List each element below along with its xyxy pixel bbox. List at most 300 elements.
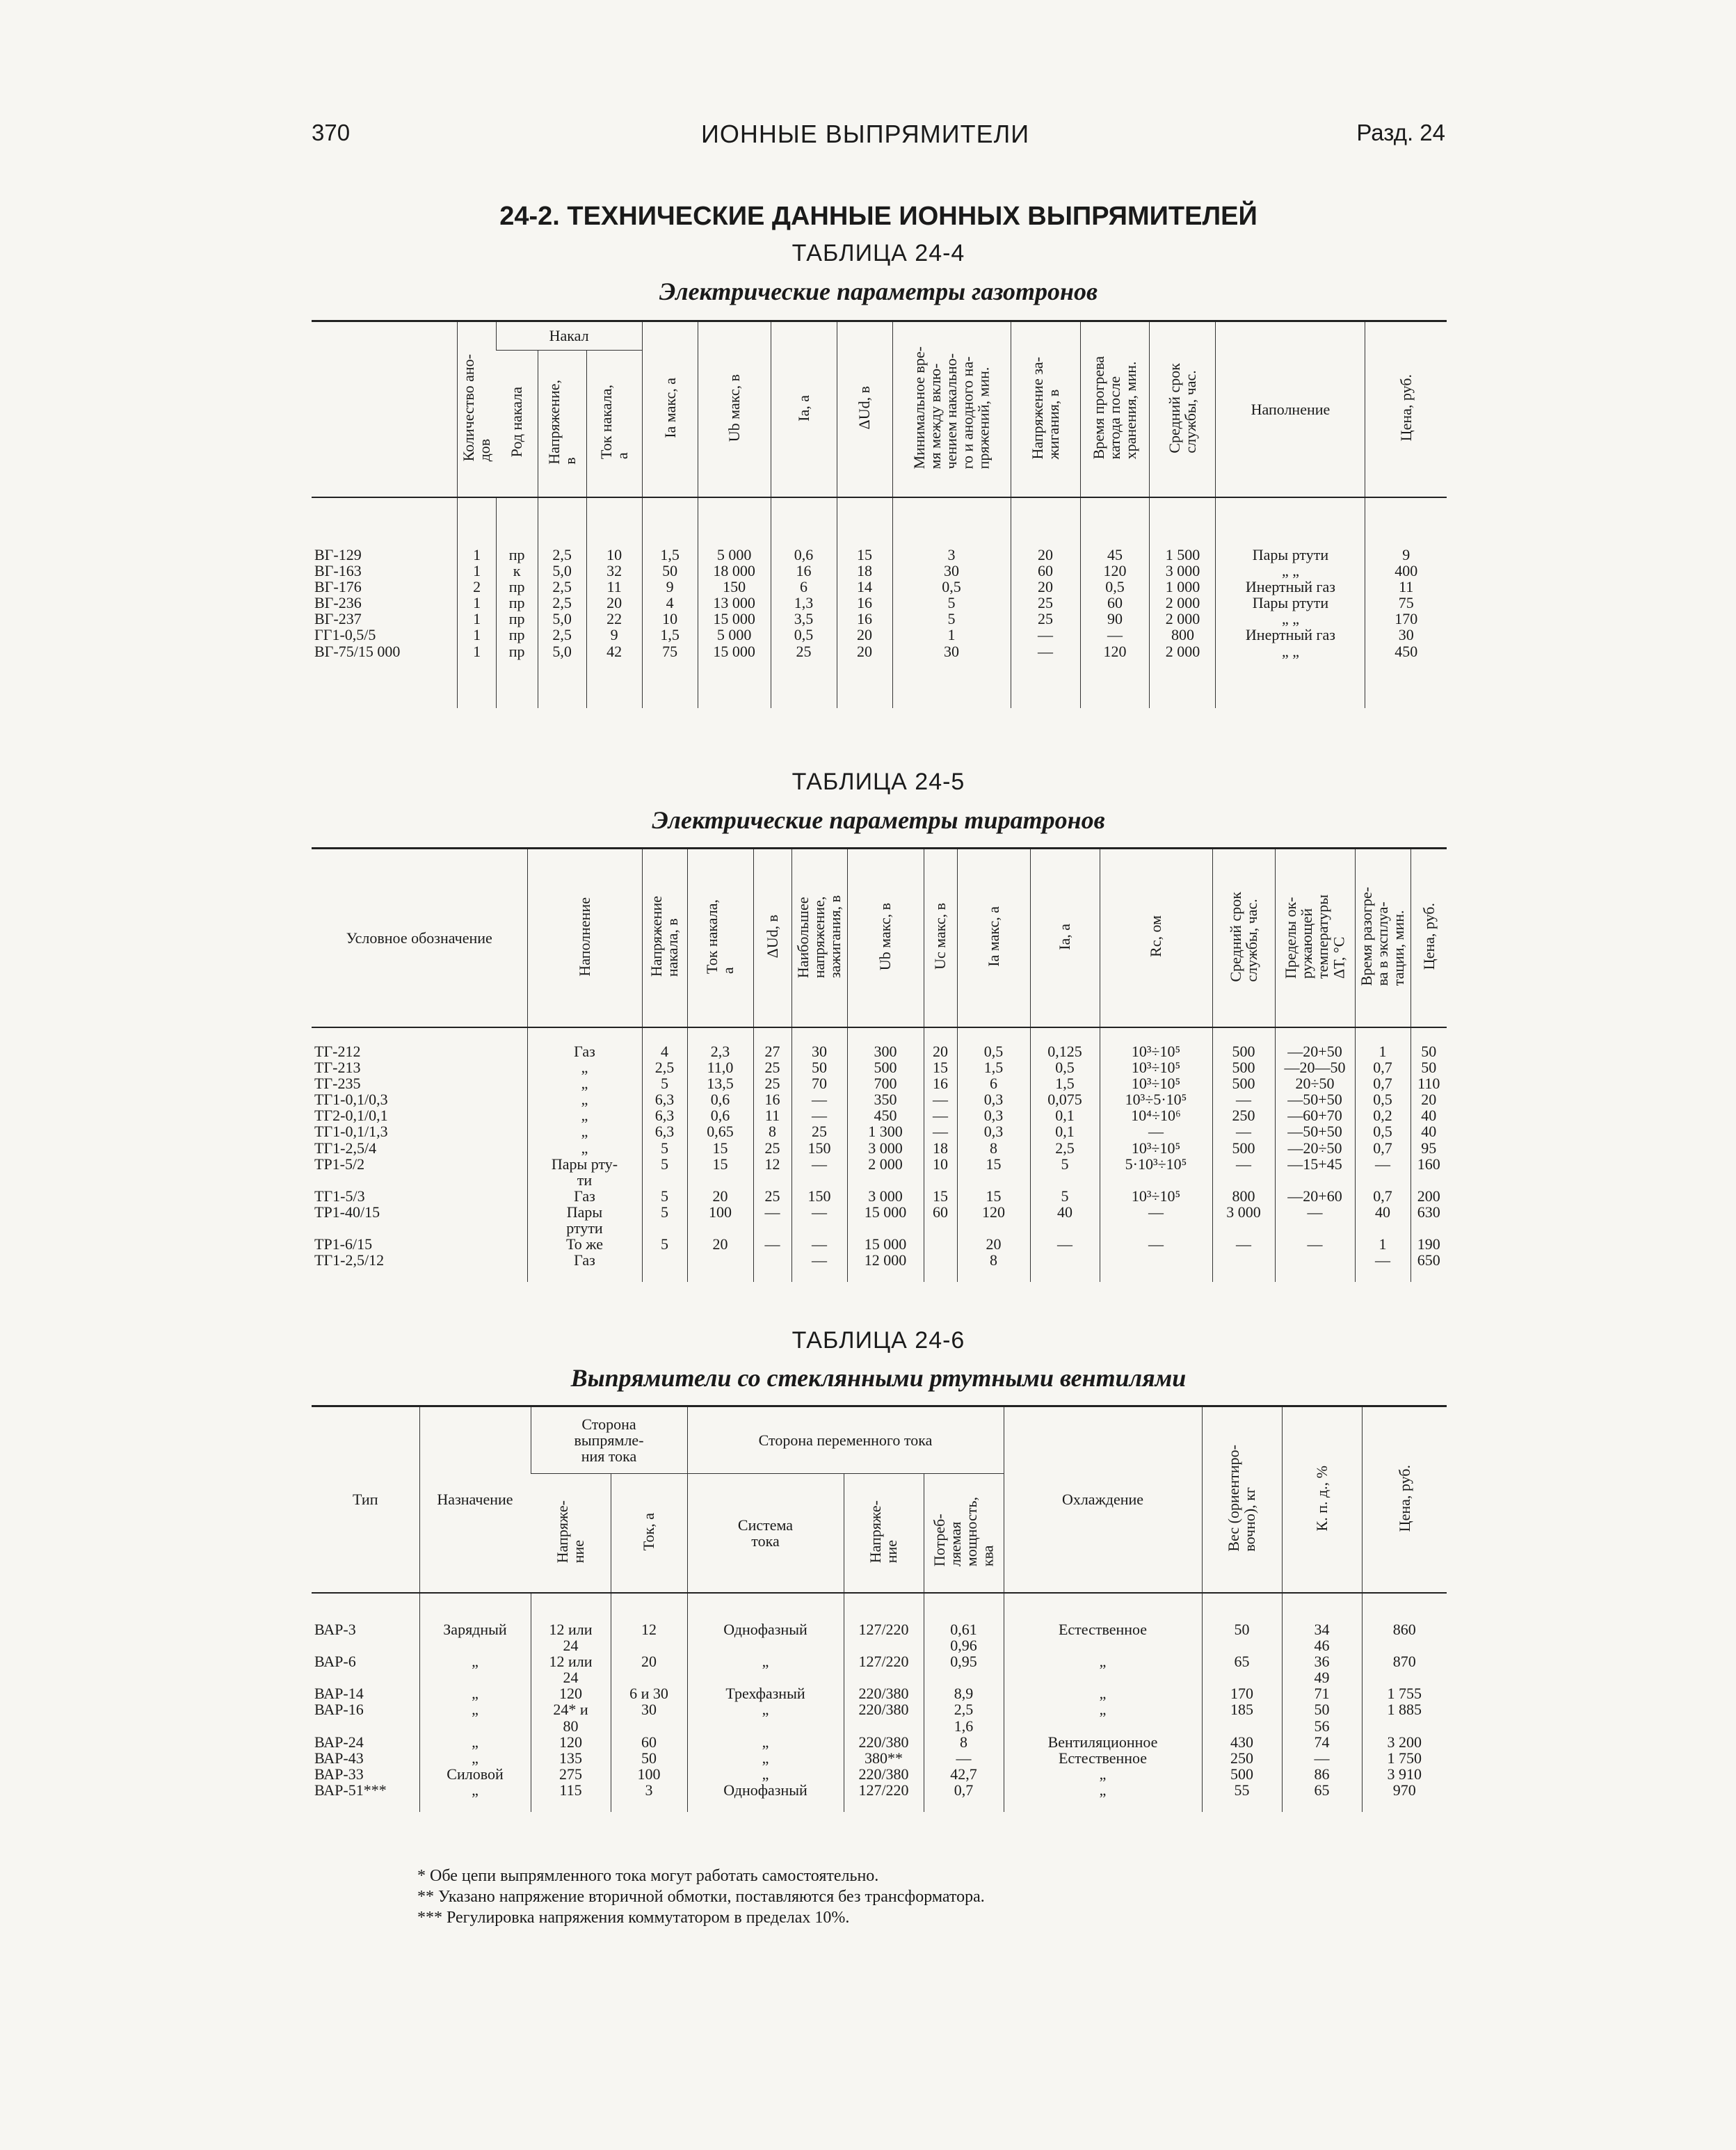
cell-power: 0,7	[924, 1782, 1004, 1798]
cell-name: ВГ-129	[314, 546, 362, 563]
cell-fill: Пары ртути	[1216, 547, 1365, 563]
cell-heat: 0,2	[1355, 1107, 1410, 1123]
t6-h-dcside: Сторона выпрямле- ния тока	[531, 1406, 687, 1474]
cell-vn: 2,5	[642, 1059, 687, 1075]
t5-h-temp: Пределы ок- ружающей температуры ΔT, °С	[1275, 849, 1355, 1028]
cell-vn: 5	[642, 1075, 687, 1091]
cell-cur: 20	[687, 1236, 753, 1252]
cell-life: 800	[1150, 627, 1216, 643]
cell-dcv: 135	[531, 1750, 611, 1766]
cell-power: 8	[924, 1734, 1004, 1750]
cell-life: —	[1212, 1236, 1275, 1252]
cell-fill: „	[527, 1123, 642, 1139]
footnote-3: *** Регулировка напряжения коммутатором в пределах 10%.	[417, 1909, 850, 1927]
cell-dud: 16	[837, 595, 892, 611]
cell-fill: Пары ртути	[527, 1204, 642, 1236]
cell-ub: 1 300	[847, 1123, 924, 1139]
t6-h-dcv: Напряже- ние	[531, 1474, 611, 1594]
t5-h-ign: Наибольшее напряжение, зажигания, в	[791, 849, 847, 1028]
cell-price: 110	[1410, 1075, 1447, 1091]
table-row	[312, 1734, 1447, 1750]
cell-ub: 700	[847, 1075, 924, 1091]
cell-ign: 50	[791, 1059, 847, 1075]
cell-ub: 300	[847, 1043, 924, 1059]
cell-cool: Естественное	[1004, 1750, 1202, 1766]
cell-ia: 1,5	[642, 547, 698, 563]
cell-dci: 50	[611, 1750, 687, 1766]
cell-ub: 15 000	[847, 1204, 924, 1236]
cell-heat: 0,5	[1355, 1123, 1410, 1139]
t5-h-life: Средний срок службы, час.	[1212, 849, 1275, 1028]
cell-mintime: 0,5	[892, 579, 1011, 595]
cell-mintime: 5	[892, 611, 1011, 627]
cell-vn: 5	[642, 1140, 687, 1156]
cell-acv: 127/220	[844, 1782, 924, 1798]
cell-cur: 15	[687, 1140, 753, 1156]
cell-rc: 10³÷10⁵	[1100, 1059, 1212, 1075]
cell-vn: 6,3	[642, 1091, 687, 1107]
cell-ia: 0,1	[1030, 1107, 1100, 1123]
cell-rod: пр	[496, 611, 538, 627]
cell-rc: 5·10³÷10⁵	[1100, 1156, 1212, 1188]
cell-volt: 5,0	[538, 643, 586, 659]
cell-price: 200	[1410, 1188, 1447, 1204]
cell-volt: 2,5	[538, 595, 586, 611]
section-ref: Разд. 24	[1356, 120, 1445, 145]
cell-price: 3 200	[1362, 1734, 1447, 1750]
cell-life: 500	[1212, 1059, 1275, 1075]
cell-dud: 25	[753, 1059, 791, 1075]
cell-life: 3 000	[1212, 1204, 1275, 1236]
cell-dud: 16	[837, 611, 892, 627]
cell-name: ТГ1-0,1/1,3	[314, 1123, 388, 1141]
cell-type: ВАР-6	[314, 1653, 356, 1671]
cell-ia2: 3,5	[771, 611, 837, 627]
cell-ign: 150	[791, 1188, 847, 1204]
t6-h-acv: Напряже- ние	[844, 1474, 924, 1594]
cell-rod: к	[496, 563, 538, 579]
cell-acv: 220/380	[844, 1685, 924, 1701]
cell-uc: 20	[924, 1043, 957, 1059]
cell-temp: —20—50	[1275, 1059, 1355, 1075]
running-title: ИОННЫЕ ВЫПРЯМИТЕЛИ	[701, 120, 1030, 148]
cell-price: 160	[1410, 1156, 1447, 1188]
t5-h-price: Цена, руб.	[1410, 849, 1447, 1028]
table-row	[312, 1252, 1447, 1268]
cell-ign: —	[791, 1236, 847, 1252]
t5-h-ia: Iа, а	[1030, 849, 1100, 1028]
cell-rod: пр	[496, 627, 538, 643]
t5-h-cur: Ток накала, а	[687, 849, 753, 1028]
cell-dcv: 24* и 80	[531, 1701, 611, 1733]
cell-dci: 100	[611, 1766, 687, 1782]
cell-rc: —	[1100, 1123, 1212, 1139]
cell-cur: 20	[687, 1188, 753, 1204]
cell-dud: —	[753, 1204, 791, 1236]
cell-heat: —	[1355, 1156, 1410, 1188]
cell-iam: 6	[957, 1075, 1030, 1091]
table-row	[312, 1091, 1447, 1107]
cell-eff: 36 49	[1282, 1653, 1362, 1685]
cell-uc	[924, 1236, 957, 1252]
cell-fill: „ „	[1216, 563, 1365, 579]
cell-dci: 20	[611, 1653, 687, 1685]
cell-anodes: 1	[458, 547, 496, 563]
table-row	[312, 611, 1447, 627]
cell-cur: 32	[586, 563, 642, 579]
cell-ub: 5 000	[698, 547, 771, 563]
t6-h-type: Тип	[312, 1406, 419, 1594]
cell-rc: 10³÷10⁵	[1100, 1188, 1212, 1204]
cell-iam: 20	[957, 1236, 1030, 1252]
table-24-6-label: ТАБЛИЦА 24-6	[791, 1327, 965, 1354]
cell-anodes: 2	[458, 579, 496, 595]
cell-dcv: 120	[531, 1734, 611, 1750]
t5-h-uc: Uc макс, в	[924, 849, 957, 1028]
cell-ignite: —	[1011, 643, 1080, 659]
cell-ign: 150	[791, 1140, 847, 1156]
cell-fill: „ „	[1216, 643, 1365, 659]
cell-price: 400	[1365, 563, 1447, 579]
table-24-6-subtitle: Выпрямители со стеклянными ртутными вентилями	[570, 1364, 1187, 1392]
t4-h-fill: Наполнение	[1216, 321, 1365, 498]
cell-fill: „	[527, 1091, 642, 1107]
cell-cool: „	[1004, 1701, 1202, 1733]
cell-temp: —20+60	[1275, 1188, 1355, 1204]
cell-ia: 1,5	[1030, 1075, 1100, 1091]
cell-cur	[687, 1252, 753, 1268]
t4-h-ub: Ub макс, в	[698, 321, 771, 498]
cell-acv: 127/220	[844, 1621, 924, 1653]
table-row	[312, 579, 1447, 595]
cell-temp: —20+50	[1275, 1043, 1355, 1059]
t4-h-mintime: Минимальное вре- мя между вклю- чением накально- го и анодного на- пряжений, мин.	[892, 321, 1011, 498]
cell-cur: 9	[586, 627, 642, 643]
cell-name: ТР1-5/2	[314, 1155, 365, 1173]
cell-cur: 2,3	[687, 1043, 753, 1059]
cell-ia: 9	[642, 579, 698, 595]
t6-h-weight: Вес (ориентиро- вочно), кг	[1202, 1406, 1282, 1594]
cell-vn: 5	[642, 1236, 687, 1252]
cell-vn: 5	[642, 1204, 687, 1236]
cell-dud: 18	[837, 563, 892, 579]
cell-price: 190	[1410, 1236, 1447, 1252]
cell-ub: 15 000	[847, 1236, 924, 1252]
cell-temp: —60+70	[1275, 1107, 1355, 1123]
cell-eff: 74	[1282, 1734, 1362, 1750]
cell-eff: 34 46	[1282, 1621, 1362, 1653]
cell-eff: —	[1282, 1750, 1362, 1766]
cell-cool: „	[1004, 1685, 1202, 1701]
cell-type: ВАР-33	[314, 1765, 364, 1783]
cell-life: 1 000	[1150, 579, 1216, 595]
cell-mintime: 5	[892, 595, 1011, 611]
cell-rc: 10³÷5·10⁵	[1100, 1091, 1212, 1107]
cell-ia: —	[1030, 1236, 1100, 1252]
cell-cur: 11	[586, 579, 642, 595]
cell-weight: 185	[1202, 1701, 1282, 1733]
cell-weight: 55	[1202, 1782, 1282, 1798]
t5-h-vn: Напряжение накала, в	[642, 849, 687, 1028]
cell-name: ВГ-176	[314, 578, 362, 596]
t4-h-rod: Род накала	[496, 351, 538, 498]
cell-dci: 60	[611, 1734, 687, 1750]
cell-life: 2 000	[1150, 643, 1216, 659]
cell-heat: 120	[1080, 563, 1150, 579]
cell-heat: 90	[1080, 611, 1150, 627]
cell-fill: Пары рту- ти	[527, 1156, 642, 1188]
cell-life: 500	[1212, 1043, 1275, 1059]
cell-ub: 18 000	[698, 563, 771, 579]
cell-cur: 20	[586, 595, 642, 611]
cell-heat: 0,7	[1355, 1059, 1410, 1075]
cell-ub: 12 000	[847, 1252, 924, 1268]
cell-name: ТГ1-2,5/4	[314, 1139, 377, 1157]
t4-h-anodes: Количество ано- дов	[458, 321, 496, 498]
cell-rod: пр	[496, 595, 538, 611]
cell-ub: 2 000	[847, 1156, 924, 1188]
cell-name: ГГ1-0,5/5	[314, 626, 376, 644]
cell-purpose: „	[419, 1750, 531, 1766]
cell-name: ВГ-75/15 000	[314, 642, 401, 660]
table-row	[312, 563, 1447, 579]
cell-cool: Естественное	[1004, 1621, 1202, 1653]
t4-h-ia: Iа макс, а	[642, 321, 698, 498]
t6-h-acside: Сторона переменного тока	[687, 1406, 1004, 1474]
cell-name: ТГ-235	[314, 1075, 361, 1093]
cell-ia: 0,125	[1030, 1043, 1100, 1059]
cell-fill: Пары ртути	[1216, 595, 1365, 611]
cell-heat: 1	[1355, 1043, 1410, 1059]
cell-fill: Газ	[527, 1043, 642, 1059]
cell-uc: —	[924, 1091, 957, 1107]
cell-heat: —	[1080, 627, 1150, 643]
cell-ia2: 25	[771, 643, 837, 659]
cell-life: 1 500	[1150, 547, 1216, 563]
cell-name: ТГ2-0,1/0,1	[314, 1107, 388, 1125]
cell-dci: 3	[611, 1782, 687, 1798]
cell-dud: 27	[753, 1043, 791, 1059]
t5-h-name: Условное обозначение	[312, 849, 527, 1028]
cell-ia: 5	[1030, 1188, 1100, 1204]
cell-fill: „ „	[1216, 611, 1365, 627]
cell-name: ТР1-6/15	[314, 1235, 373, 1253]
cell-iam: 15	[957, 1156, 1030, 1188]
cell-rod: пр	[496, 579, 538, 595]
cell-power: 0,95	[924, 1653, 1004, 1685]
cell-dci: 30	[611, 1701, 687, 1733]
cell-iam: 0,3	[957, 1107, 1030, 1123]
cell-mintime: 30	[892, 563, 1011, 579]
cell-ign: —	[791, 1107, 847, 1123]
cell-mintime: 3	[892, 547, 1011, 563]
cell-iam: 120	[957, 1204, 1030, 1236]
cell-weight: 65	[1202, 1653, 1282, 1685]
cell-iam: 1,5	[957, 1059, 1030, 1075]
t4-h-name	[312, 321, 458, 498]
cell-power: 8,9	[924, 1685, 1004, 1701]
table-row	[312, 1653, 1447, 1685]
t6-h-system: Система тока	[687, 1474, 844, 1594]
cell-dud: 25	[753, 1188, 791, 1204]
cell-weight: 50	[1202, 1621, 1282, 1653]
cell-dud: 12	[753, 1156, 791, 1188]
cell-purpose: „	[419, 1734, 531, 1750]
table-row	[312, 1750, 1447, 1766]
cell-ia2: 1,3	[771, 595, 837, 611]
cell-ia: 0,5	[1030, 1059, 1100, 1075]
cell-heat: 0,7	[1355, 1140, 1410, 1156]
table-24-4-label: ТАБЛИЦА 24-4	[791, 240, 965, 266]
cell-purpose: „	[419, 1685, 531, 1701]
cell-dud	[753, 1252, 791, 1268]
cell-temp: —	[1275, 1236, 1355, 1252]
cell-purpose: „	[419, 1653, 531, 1685]
t4-h-heat: Время прогрева катода после хранения, мин.	[1080, 321, 1150, 498]
cell-ia: 1,5	[642, 627, 698, 643]
cell-temp: 20÷50	[1275, 1075, 1355, 1091]
t6-h-price: Цена, руб.	[1362, 1406, 1447, 1594]
cell-price: 450	[1365, 643, 1447, 659]
table-row	[312, 1685, 1447, 1701]
cell-ignite: 25	[1011, 595, 1080, 611]
cell-cur: 0,6	[687, 1107, 753, 1123]
cell-ignite: 60	[1011, 563, 1080, 579]
cell-uc: —	[924, 1123, 957, 1139]
table-row	[312, 1766, 1447, 1782]
cell-rc: 10³÷10⁵	[1100, 1075, 1212, 1091]
table-row	[312, 1188, 1447, 1204]
cell-dud: 25	[753, 1075, 791, 1091]
cell-ub: 15 000	[698, 643, 771, 659]
cell-ign: —	[791, 1156, 847, 1188]
cell-ia: 0,075	[1030, 1091, 1100, 1107]
cell-cur: 0,6	[687, 1091, 753, 1107]
cell-vn: 5	[642, 1156, 687, 1188]
cell-rod: пр	[496, 643, 538, 659]
cell-rc: 10⁴÷10⁶	[1100, 1107, 1212, 1123]
t4-h-life: Средний срок службы, час.	[1150, 321, 1216, 498]
cell-price: 970	[1362, 1782, 1447, 1798]
cell-power: —	[924, 1750, 1004, 1766]
cell-heat: 0,5	[1080, 579, 1150, 595]
cell-life: 500	[1212, 1075, 1275, 1091]
cell-uc: 16	[924, 1075, 957, 1091]
cell-cur: 15	[687, 1156, 753, 1188]
cell-ia2: 0,5	[771, 627, 837, 643]
table-24-5-label: ТАБЛИЦА 24-5	[791, 769, 965, 795]
cell-anodes: 1	[458, 563, 496, 579]
cell-price: 11	[1365, 579, 1447, 595]
cell-price: 50	[1410, 1059, 1447, 1075]
cell-rc	[1100, 1252, 1212, 1268]
cell-acv: 220/380	[844, 1766, 924, 1782]
cell-cur: 100	[687, 1204, 753, 1236]
cell-price: 75	[1365, 595, 1447, 611]
table-row	[312, 1059, 1447, 1075]
cell-price: 3 910	[1362, 1766, 1447, 1782]
table-24-4-subtitle: Электрические параметры газотронов	[659, 278, 1098, 305]
cell-life: 2 000	[1150, 611, 1216, 627]
cell-heat: 45	[1080, 547, 1150, 563]
table-row	[312, 1204, 1447, 1236]
cell-cur: 10	[586, 547, 642, 563]
cell-iam: 15	[957, 1188, 1030, 1204]
cell-vn: 5	[642, 1188, 687, 1204]
cell-system: Трехфазный	[687, 1685, 844, 1701]
cell-dcv: 115	[531, 1782, 611, 1798]
cell-mintime: 30	[892, 643, 1011, 659]
cell-vn	[642, 1252, 687, 1268]
table-row	[312, 1075, 1447, 1091]
cell-type: ВАР-16	[314, 1701, 364, 1719]
table-row	[312, 627, 1447, 643]
cell-life: 500	[1212, 1140, 1275, 1156]
cell-iam: 8	[957, 1252, 1030, 1268]
cell-ub: 3 000	[847, 1140, 924, 1156]
cell-volt: 5,0	[538, 563, 586, 579]
cell-name: ТГ1-2,5/12	[314, 1251, 385, 1269]
cell-ub: 450	[847, 1107, 924, 1123]
t6-h-cool: Охлаждение	[1004, 1406, 1202, 1594]
cell-dud: 25	[753, 1140, 791, 1156]
table-row	[312, 1782, 1447, 1798]
cell-life: 250	[1212, 1107, 1275, 1123]
cell-ia	[1030, 1252, 1100, 1268]
cell-mintime: 1	[892, 627, 1011, 643]
cell-name: ВГ-236	[314, 594, 362, 612]
footnote-2: ** Указано напряжение вторичной обмотки, поставляются без трансформатора.	[417, 1888, 985, 1906]
table-row	[312, 595, 1447, 611]
cell-name: ВГ-163	[314, 562, 362, 580]
t6-h-power: Потреб- ляемая мощность, ква	[924, 1474, 1004, 1594]
cell-price: 40	[1410, 1107, 1447, 1123]
cell-price: 20	[1410, 1091, 1447, 1107]
cell-vn: 6,3	[642, 1123, 687, 1139]
cell-temp: —15+45	[1275, 1156, 1355, 1188]
cell-price: 630	[1410, 1204, 1447, 1236]
cell-cool: „	[1004, 1782, 1202, 1798]
cell-ignite: 20	[1011, 579, 1080, 595]
cell-price: 650	[1410, 1252, 1447, 1268]
cell-uc	[924, 1252, 957, 1268]
page-header	[312, 120, 1445, 161]
cell-dcv: 12 или 24	[531, 1621, 611, 1653]
t5-h-ub: Ub макс, в	[847, 849, 924, 1028]
cell-price: 95	[1410, 1140, 1447, 1156]
cell-fill: „	[527, 1140, 642, 1156]
cell-cur: 42	[586, 643, 642, 659]
cell-weight: 170	[1202, 1685, 1282, 1701]
cell-dud: —	[753, 1236, 791, 1252]
table-rectifiers	[312, 1405, 1447, 1812]
cell-ign: 30	[791, 1043, 847, 1059]
cell-life: —	[1212, 1091, 1275, 1107]
cell-ia2: 16	[771, 563, 837, 579]
cell-ia: 40	[1030, 1204, 1100, 1236]
cell-ub: 150	[698, 579, 771, 595]
cell-weight: 500	[1202, 1766, 1282, 1782]
cell-ia: 50	[642, 563, 698, 579]
t5-h-iam: Iа макс, а	[957, 849, 1030, 1028]
cell-acv: 380**	[844, 1750, 924, 1766]
t4-h-dud: ΔUd, в	[837, 321, 892, 498]
cell-eff: 71	[1282, 1685, 1362, 1701]
cell-type: ВАР-14	[314, 1685, 364, 1703]
cell-temp: —20÷50	[1275, 1140, 1355, 1156]
cell-power: 42,7	[924, 1766, 1004, 1782]
cell-acv: 220/380	[844, 1701, 924, 1733]
